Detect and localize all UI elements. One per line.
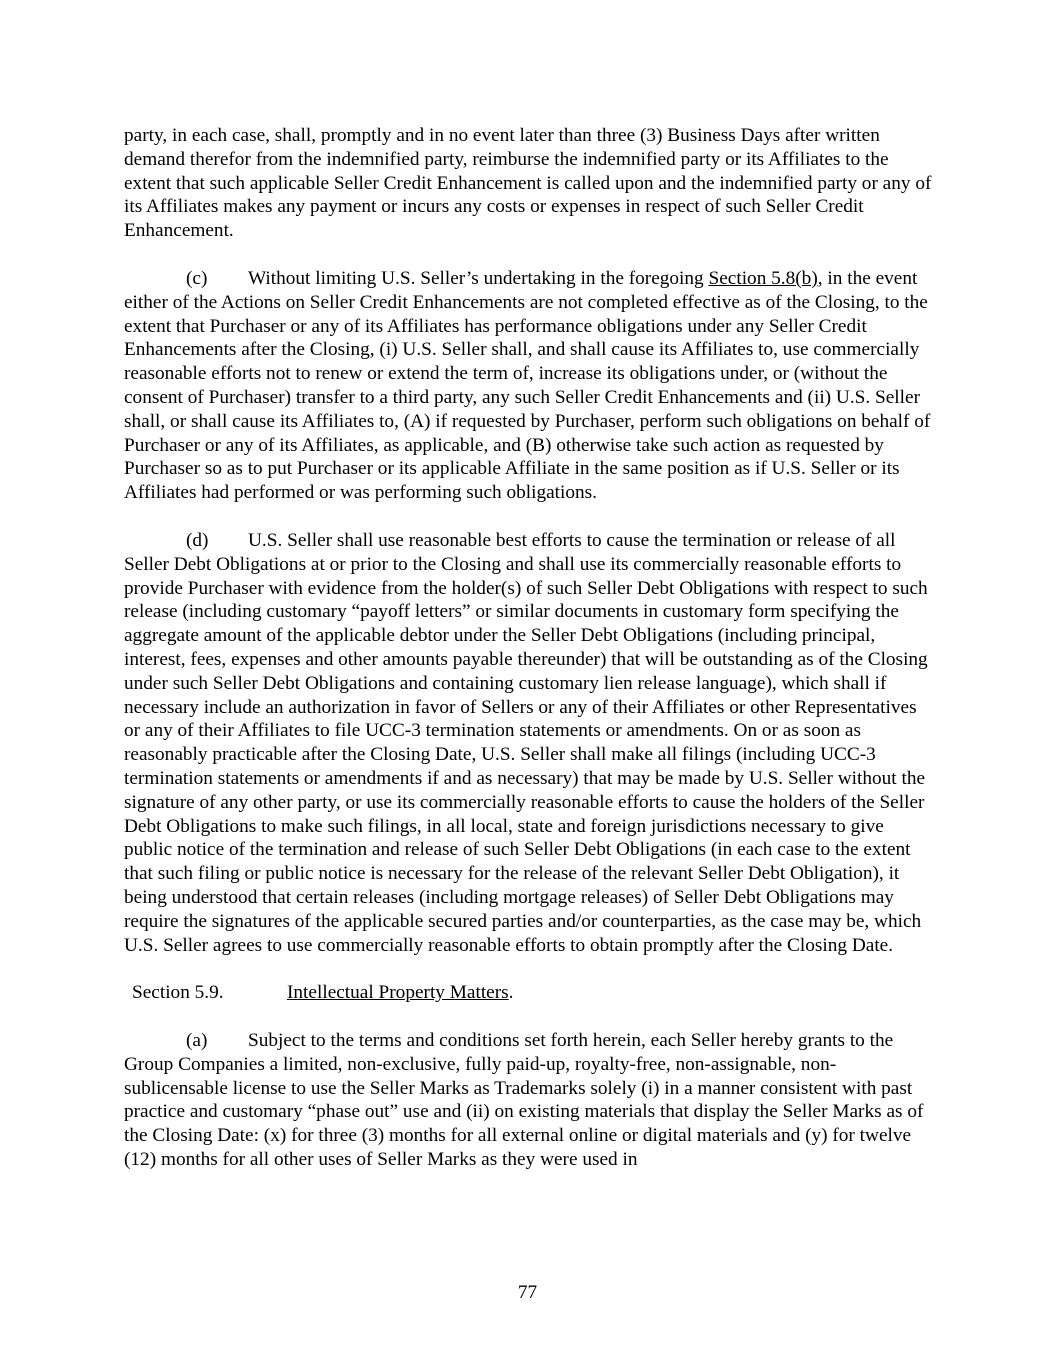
paragraph-carryover: party, in each case, shall, promptly and in no event later than three (3) Business Days after written demand therefor from the indemnified party, reimburse the indemnified party or its Affiliates to the extent that such applicable Seller Credit Enhancement is called upon and the indemnified party or any of its Affiliates makes any payment or incurs any costs or expenses in respect of such Seller Credit Enhancement.	[124, 125, 932, 242]
paragraph-5-8-c	[124, 267, 932, 505]
paragraph-c-text-after-ref: , in the event either of the Actions on Seller Credit Enhancements are not completed effective as of the Closing, to the extent that Purchaser or any of its Affiliates has performance obligations under any Seller Credit Enhancements after the Closing, (i) U.S. Seller shall, and shall cause its Affiliates to, use commercially reasonable efforts not to renew or extend the term of, increase its obligations under, or (without the consent of Purchaser) transfer to a third party, any such Seller Credit Enhancements and (ii) U.S. Seller shall, or shall cause its Affiliates to, (A) if requested by Purchaser, perform such obligations on behalf of Purchaser or any of its Affiliates, as applicable, and (B) otherwise take such action as requested by Purchaser so as to put Purchaser or its applicable Affiliate in the same position as if U.S. Seller or its Affiliates had performed or was performing such obligations.	[124, 267, 931, 504]
document-body	[124, 124, 932, 1172]
paragraph-indent	[124, 1030, 186, 1051]
paragraph-marker-a: (a)	[186, 1030, 208, 1052]
section-number: Section 5.9.	[132, 982, 224, 1004]
paragraph-gap	[124, 243, 932, 267]
paragraph-indent	[124, 530, 186, 551]
paragraph-gap	[124, 505, 932, 529]
paragraph-marker-d: (d)	[186, 529, 209, 551]
paragraph-5-8-d	[124, 529, 932, 957]
page-number: 77	[517, 1282, 538, 1303]
paragraph-c-text-before-ref: Without limiting U.S. Seller’s undertaking in the foregoing	[248, 267, 709, 289]
paragraph-5-9-a-text: Subject to the terms and conditions set forth herein, each Seller hereby grants to the Group Companies a limited, non-exclusive, fully paid-up, royalty-free, non-assignable, non-sublicensable license to use the Seller Marks as Trademarks solely (i) in a manner consistent with past practice and customary “phase out” use and (ii) on existing materials that display the Seller Marks as of the Closing Date: (x) for three (3) months for all external online or digital materials and (y) for twelve (12) months for all other uses of Seller Marks as they were used in	[124, 1030, 924, 1171]
paragraph-indent	[124, 268, 186, 289]
section-heading-5-9	[124, 981, 932, 1005]
paragraph-gap	[124, 957, 932, 981]
section-cross-reference: Section 5.8(b)	[708, 267, 818, 289]
paragraph-gap	[124, 1005, 932, 1029]
section-title-suffix: .	[508, 982, 514, 1004]
paragraph-marker-c: (c)	[186, 267, 208, 289]
paragraph-d-text: U.S. Seller shall use reasonable best efforts to cause the termination or release of all Seller Debt Obligations at or prior to the Closing and shall use its commercially reasonable efforts to provide Purchaser with evidence from the holder(s) of such Seller Debt Obligations with respect to such release (including customary “payoff letters” or similar documents in customary form specifying the aggregate amount of the applicable debtor under the Seller Debt Obligations (including principal, interest, fees, expenses and other amounts payable thereunder) that will be outstanding as of the Closing under such Seller Debt Obligations and containing customary lien release language), which shall if necessary include an authorization in favor of Sellers or any of their Affiliates or other Representatives or any of their Affiliates to file UCC-3 termination statements or amendments. On or as soon as reasonably practicable after the Closing Date, U.S. Seller shall make all filings (including UCC-3 termination statements or amendments if and as necessary) that may be made by U.S. Seller without the signature of any other party, or use its commercially reasonable efforts to cause the holders of the Seller Debt Obligations to make such filings, in all local, state and foreign jurisdictions necessary to give public notice of the termination and release of such Seller Debt Obligations (in each case to the extent that such filing or public notice is necessary for the release of the relevant Seller Debt Obligation), it being understood that certain releases (including mortgage releases) of Seller Debt Obligations may require the signatures of the applicable secured parties and/or counterparties, as the case may be, which U.S. Seller agrees to use commercially reasonable efforts to obtain promptly after the Closing Date.	[124, 529, 928, 956]
paragraph-5-9-a	[124, 1029, 932, 1172]
section-title: Intellectual Property Matters	[287, 982, 509, 1004]
